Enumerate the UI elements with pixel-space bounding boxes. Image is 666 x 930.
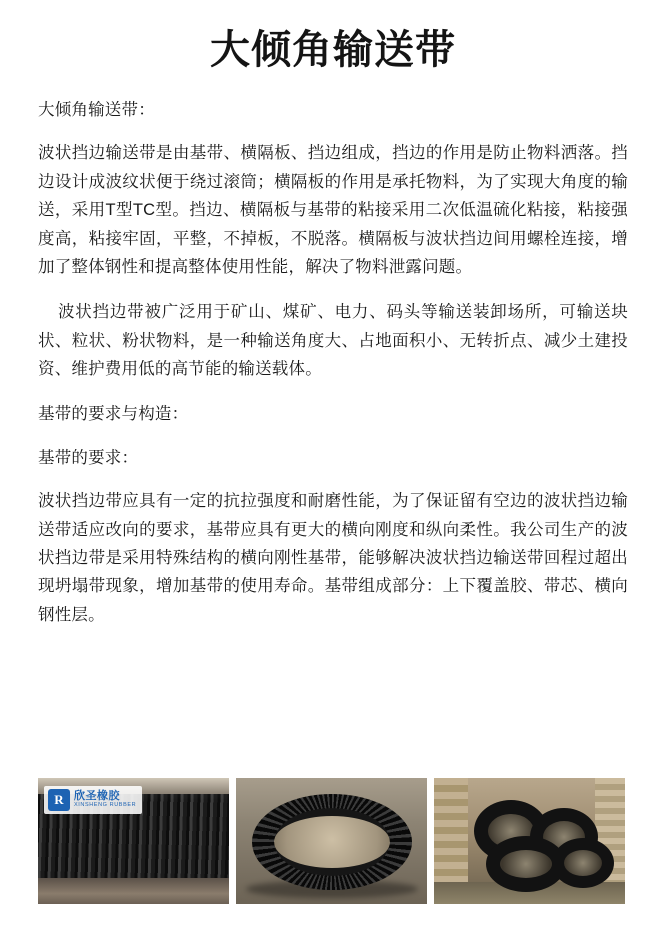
section-heading-2: 基带的要求： [38,448,139,467]
image-gallery [38,778,628,904]
paragraph-3: 波状挡边带应具有一定的抗拉强度和耐磨性能，为了保证留有空边的波状挡边输送带适应改向的要求，基带应具有更大的横向刚度和纵向柔性。我公司生产的波状挡边带是采用特殊结构的横向刚性基带，能够解决波状挡边输送带回程过超出现坍塌带现象，增加基带的使用寿命。基带组成部分：上下覆盖胶、带芯、横向钢性层。 [38,492,628,624]
paragraph-1: 波状挡边输送带是由基带、横隔板、挡边组成，挡边的作用是防止物料洒落。挡边设计成波纹状便于绕过滚筒；横隔板的作用是承托物料，为了实现大角度的输送，采用T型TC型。挡边、横隔板与基带的粘接采用二次低温硫化粘接，粘接强度高，粘接牢固，平整，不掉板，不脱落。横隔板与波状挡边间用螺栓连接，增加了整体钢性和提高整体使用性能，解决了物料泄露问题。 [38,144,628,276]
product-photo-2 [236,778,427,904]
page-title: 大倾角输送带 [210,28,456,72]
logo-icon: R [48,789,70,811]
paragraph-intro-heading: 大倾角输送带： [38,101,155,119]
product-photo-1 [38,778,229,904]
photo-3-belt-coil [552,838,614,888]
logo-text-block [74,791,136,808]
photo-2-sidewall-ribs [252,794,412,890]
watermark-logo [44,786,142,814]
product-photo-3 [434,778,625,904]
photo-1-floor [38,878,229,904]
logo-company-name-cn: 欣圣橡胶 [74,790,120,803]
logo-company-name-en: XINSHENG RUBBER [74,801,137,808]
article-body [38,96,628,629]
paragraph-2: 波状挡边带被广泛用于矿山、煤矿、电力、码头等输送装卸场所，可输送块状、粒状、粉状物料，是一种输送角度大、占地面积小、无转折点、减少土建投资、维护费用低的高节能的输送载体。 [38,303,628,378]
section-heading-1: 基带的要求与构造： [38,405,189,424]
